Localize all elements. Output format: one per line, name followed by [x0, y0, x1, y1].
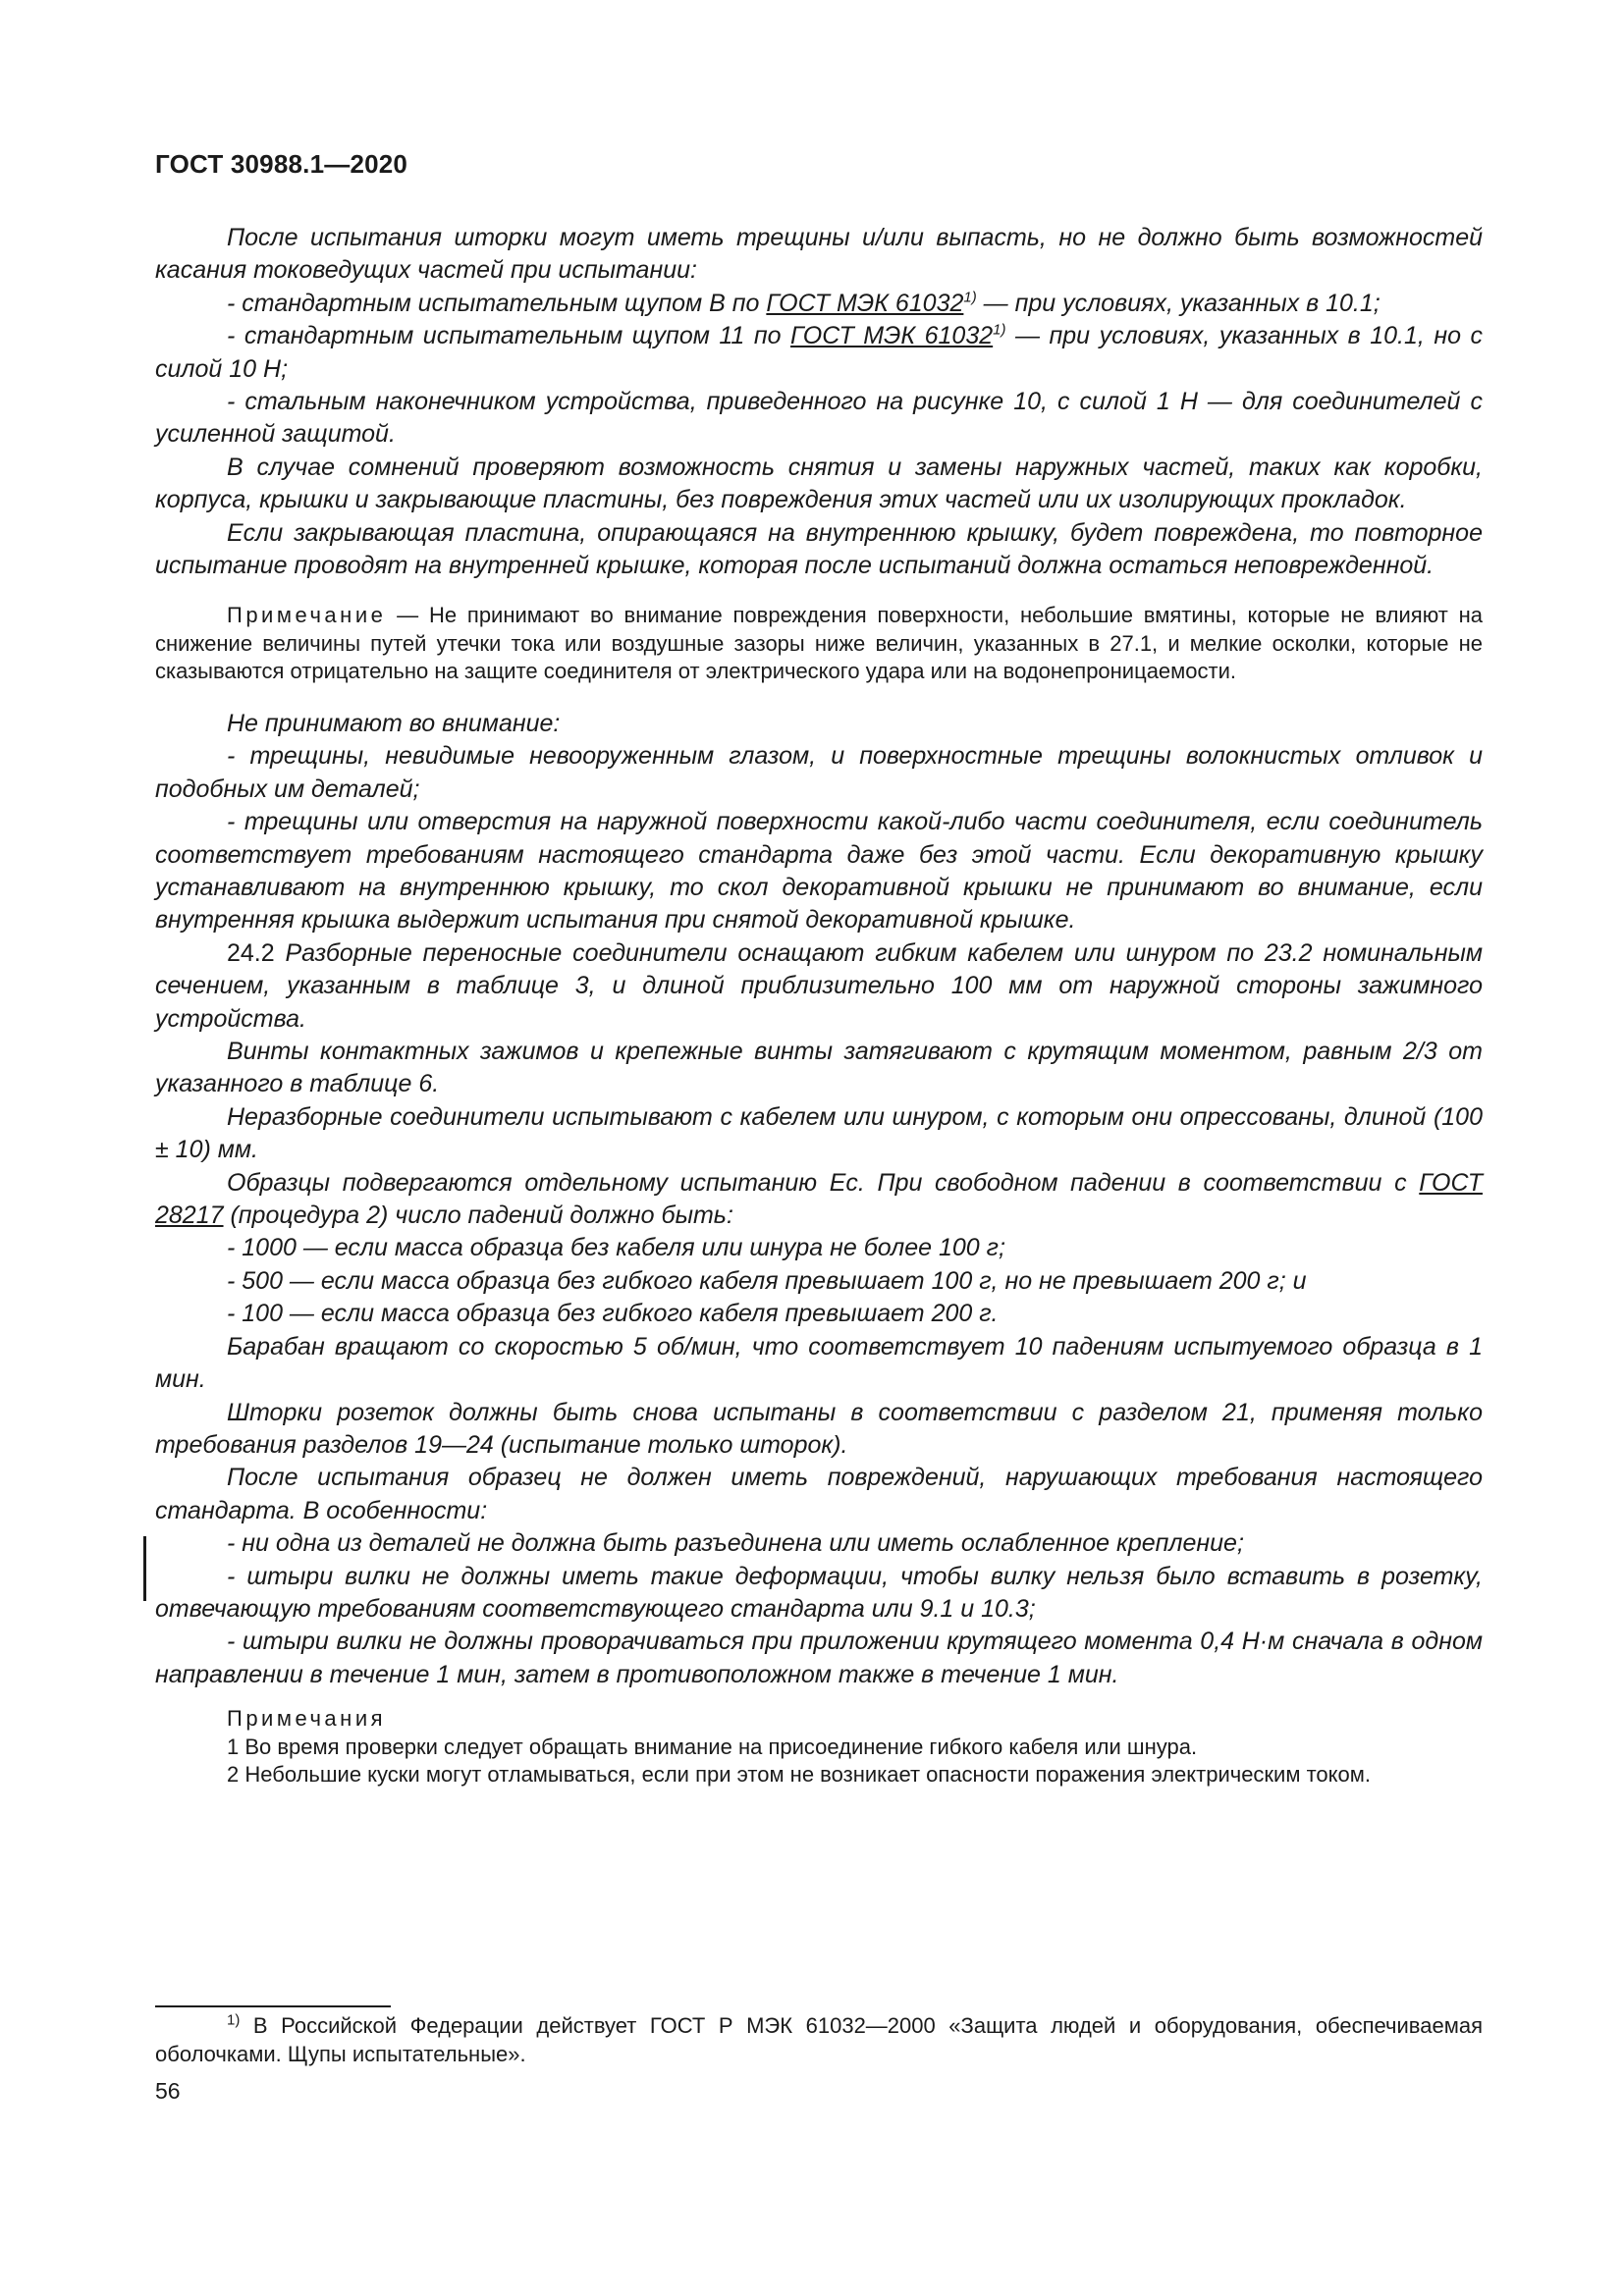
paragraph-text: Образцы подвергаются отдельному испытанию Ec. При свободном падении в соответствии с	[227, 1168, 1420, 1197]
list-item	[155, 1626, 1483, 1691]
paragraph-text: После испытания шторки могут иметь трещины и/или выпасть, но не должно быть возможностей касания токоведущих частей при испытании:	[155, 224, 1483, 285]
paragraph-text: В случае сомнений проверяют возможность снятия и замены наружных частей, таких как коробки, корпуса, крышки и закрывающие пластины, без повреждения этих частей или их изолирующих прокладок.	[155, 453, 1483, 514]
note-label: Примечание	[227, 603, 387, 628]
list-item	[155, 1527, 1483, 1560]
list-item	[155, 1232, 1483, 1264]
list-item	[155, 320, 1483, 386]
footnote-text: В Российской Федерации действует ГОСТ Р МЭК 61032—2000 «Защита людей и оборудования, обеспечиваемая оболочками. Щупы испытательные».	[155, 2013, 1483, 2066]
paragraph	[155, 708, 1483, 740]
note-item	[155, 1761, 1483, 1789]
list-item-text: — при условиях, указанных в 10.1;	[976, 289, 1380, 317]
list-item-text: - ни одна из деталей не должна быть разъединена или иметь ослабленное крепление;	[227, 1529, 1244, 1558]
paragraph-text: (процедура 2) число падений должно быть:	[223, 1201, 733, 1230]
note-text: 1 Во время проверки следует обращать внимание на присоединение гибкого кабеля или шнура.	[227, 1734, 1198, 1759]
paragraph-text: Неразборные соединители испытывают с кабелем или шнуром, с которым они опрессованы, длиной (100 ± 10) мм.	[155, 1102, 1483, 1164]
paragraph-text: Если закрывающая пластина, опирающаяся на внутреннюю крышку, будет повреждена, то повторное испытание проводят на внутренней крышке, которая после испытаний должна остаться неповрежденной.	[155, 518, 1483, 580]
footnote-marker: 1)	[227, 2011, 241, 2029]
footnote	[155, 2012, 1483, 2068]
note-item	[155, 1734, 1483, 1762]
list-item-text: - трещины, невидимые невооруженным глазом, и поверхностные трещины волокнистых отливок и подобных им деталей;	[155, 742, 1483, 803]
list-item	[155, 740, 1483, 806]
paragraph	[155, 517, 1483, 583]
standard-reference-link[interactable]: ГОСТ 28217	[155, 1168, 1483, 1230]
list-item-text: - стандартным испытательным щупом 11 по	[227, 322, 790, 350]
page-number: 56	[155, 2078, 181, 2104]
list-item	[155, 1298, 1483, 1330]
list-item-text: - трещины или отверстия на наружной поверхности какой-либо части соединителя, если соединитель соответствует требованиям настоящего стандарта даже без этой части. Если декоративную крышку устанавливают на внутреннюю крышку, то скол декоративной крышки не принимают во внимание, если внутренняя крышка выдержит испытания при снятой декоративной крышке.	[155, 808, 1483, 934]
list-item	[155, 1561, 1483, 1627]
paragraph	[155, 1167, 1483, 1233]
clause-24-2	[155, 937, 1483, 1036]
paragraph-text: Не принимают во внимание:	[227, 709, 561, 737]
list-item-text: - штыри вилки не должны иметь такие деформации, чтобы вилку нельзя было вставить в розетку, отвечающую требованиям соответствующего стандарта или 9.1 и 10.3;	[155, 1562, 1483, 1623]
clause-text: Разборные переносные соединители оснащают гибким кабелем или шнуром по 23.2 номинальным сечением, указанным в таблице 3, и длиной приблизительно 100 мм от наружной стороны зажимного устройства.	[155, 938, 1483, 1033]
note-text: 2 Небольшие куски могут отламываться, если при этом не возникает опасности поражения электрическим током.	[227, 1762, 1371, 1788]
note	[155, 602, 1483, 686]
list-item-text: - стальным наконечником устройства, приведенного на рисунке 10, с силой 1 Н — для соединителей с усиленной защитой.	[155, 388, 1483, 449]
list-item-text: - 500 — если масса образца без гибкого кабеля превышает 100 г, но не превышает 200 г; и	[227, 1266, 1307, 1295]
list-item	[155, 1265, 1483, 1298]
paragraph-text: После испытания образец не должен иметь повреждений, нарушающих требования настоящего стандарта. В особенности:	[155, 1464, 1483, 1524]
note-text: — Не принимают во внимание повреждения поверхности, небольшие вмятины, которые не влияют на снижение величины путей утечки тока или воздушные зазоры ниже величин, указанных в 27.1, и мелкие осколки, которые не сказываются отрицательно на защите соединителя от электрического удара или на водонепроницаемости.	[155, 603, 1483, 684]
list-item-text: - штыри вилки не должны проворачиваться при приложении крутящего момента 0,4 Н·м сначала в одном направлении в течение 1 мин, затем в противоположном также в течение 1 мин.	[155, 1628, 1483, 1688]
standard-reference-link[interactable]: ГОСТ МЭК 61032	[790, 322, 994, 350]
footnote-marker: 1)	[963, 289, 977, 306]
list-item-text: - стандартным испытательным щупом B по	[227, 289, 767, 317]
document-header-title: ГОСТ 30988.1—2020	[155, 149, 408, 179]
paragraph-text: Шторки розеток должны быть снова испытаны в соответствии с разделом 21, применяя только требования разделов 19—24 (испытание только шторок).	[155, 1398, 1483, 1459]
paragraph	[155, 452, 1483, 517]
notes-heading	[155, 1705, 1483, 1734]
list-item-text: — при условиях, указанных в 10.1, но с силой 10 Н;	[155, 322, 1483, 383]
list-item	[155, 806, 1483, 937]
list-item	[155, 288, 1483, 320]
paragraph	[155, 1397, 1483, 1463]
paragraph	[155, 1331, 1483, 1397]
paragraph-text: Винты контактных зажимов и крепежные винты затягивают с крутящим моментом, равным 2/3 от указанного в таблице 6.	[155, 1038, 1483, 1098]
standard-reference-link[interactable]: ГОСТ МЭК 61032	[766, 289, 964, 317]
paragraph-text: Барабан вращают со скоростью 5 об/мин, что соответствует 10 падениям испытуемого образца в 1 мин.	[155, 1332, 1483, 1394]
list-item-text: - 100 — если масса образца без гибкого кабеля превышает 200 г.	[227, 1300, 999, 1328]
paragraph	[155, 222, 1483, 288]
clause-number: 24.2	[227, 938, 286, 967]
footnote-separator	[155, 2005, 391, 2007]
notes-label: Примечания	[227, 1706, 387, 1732]
paragraph	[155, 1462, 1483, 1527]
document-body	[155, 222, 1483, 1789]
paragraph	[155, 1036, 1483, 1101]
revision-change-bar	[143, 1536, 146, 1601]
footnote-marker: 1)	[993, 321, 1006, 339]
paragraph	[155, 1101, 1483, 1167]
list-item	[155, 386, 1483, 452]
list-item-text: - 1000 — если масса образца без кабеля или шнура не более 100 г;	[227, 1234, 1005, 1262]
